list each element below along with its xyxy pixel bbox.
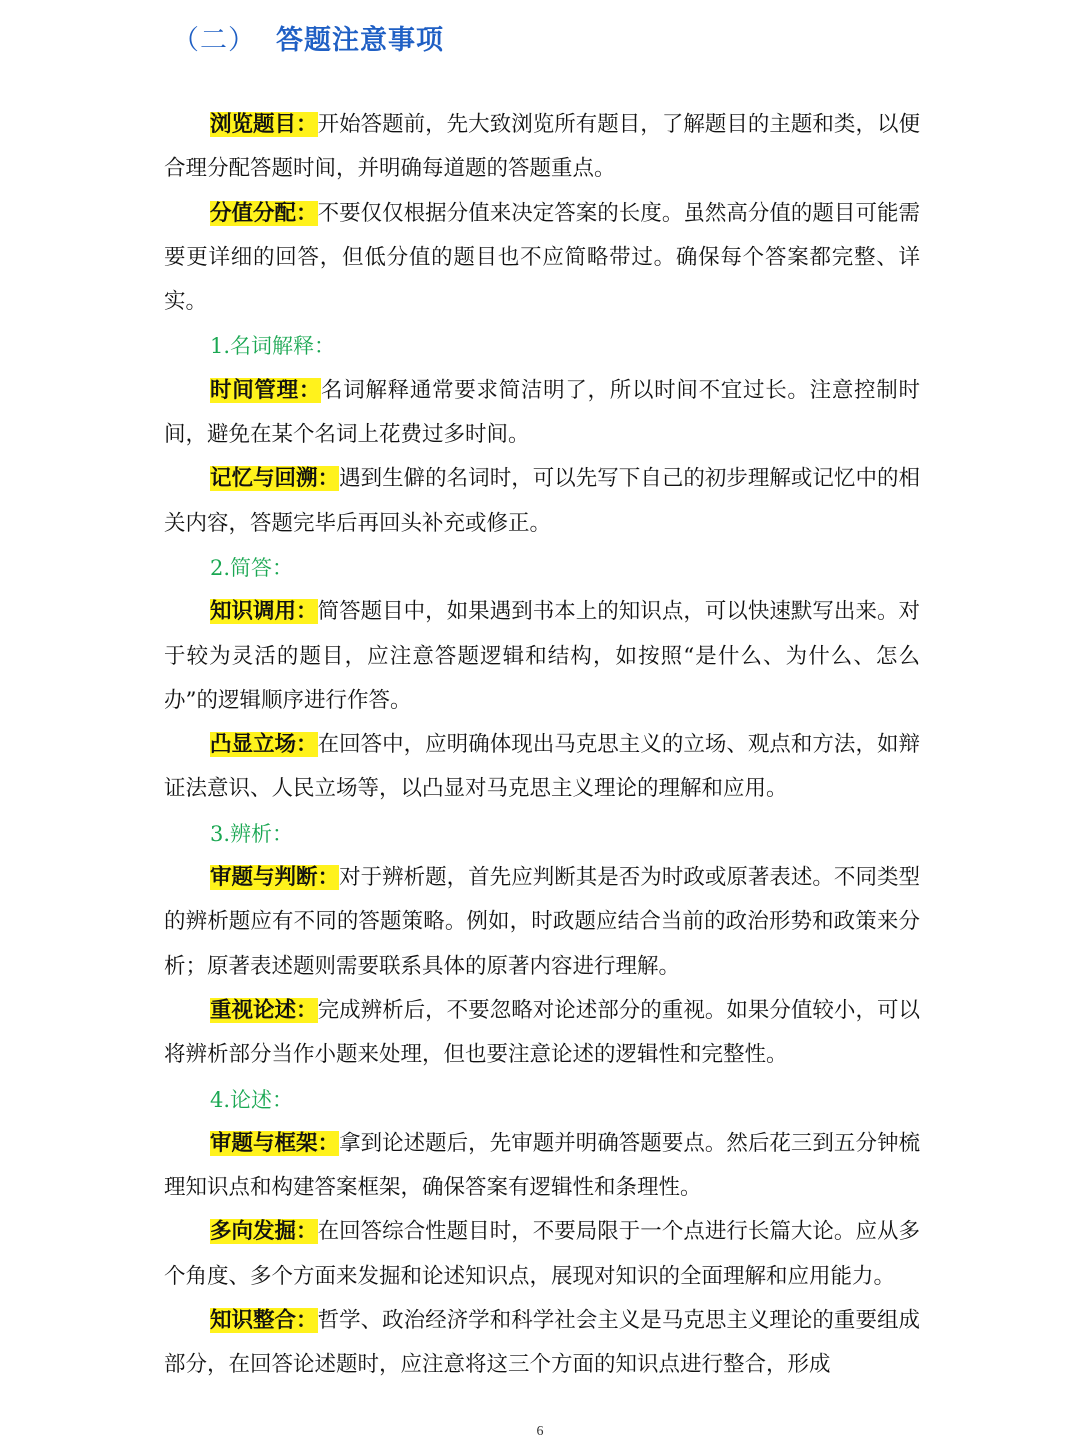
section-title: 答题注意事项 xyxy=(276,25,444,56)
highlighted-keyword: 记忆与回溯： xyxy=(210,466,340,492)
paragraph-text: 不要仅仅根据分值来决定答案的长度。虽然高分值的题目可能需要更详细的回答，但低分值的题目也不应简略带过。确保每个答案都完整、详实。 xyxy=(164,200,920,315)
highlighted-keyword: 审题与框架： xyxy=(210,1130,340,1156)
paragraph xyxy=(164,1299,920,1388)
paragraph-text: 哲学、政治经济学和科学社会主义是马克思主义理论的重要组成部分，在回答论述题时，应注意将这三个方面的知识点进行整合，形成 xyxy=(164,1308,920,1378)
highlighted-keyword: 知识调用： xyxy=(210,599,318,625)
highlighted-keyword: 凸显立场： xyxy=(210,732,318,758)
section-heading: 3.辨析： xyxy=(210,821,294,846)
paragraph-text: 在回答综合性题目时，不要局限于一个点进行长篇大论。应从多个角度、多个方面来发掘和论述知识点，展现对知识的全面理解和应用能力。 xyxy=(164,1219,920,1289)
section-heading: 2.简答： xyxy=(210,555,294,580)
paragraph-text: 名词解释通常要求简洁明了，所以时间不宜过长。注意控制时间，避免在某个名词上花费过多时间。 xyxy=(164,377,920,448)
highlighted-keyword: 分值分配： xyxy=(210,200,318,226)
paragraph xyxy=(164,723,920,812)
highlighted-keyword: 浏览题目： xyxy=(210,112,318,137)
paragraph xyxy=(164,192,920,325)
paragraph-text: 在回答中，应明确体现出马克思主义的立场、观点和方法，如辩证法意识、人民立场等，以凸显对马克思主义理论的理解和应用。 xyxy=(164,732,920,802)
paragraph-text: 遇到生僻的名词时，可以先写下自己的初步理解或记忆中的相关内容，答题完毕后再回头补充或修正。 xyxy=(164,466,920,536)
paragraph xyxy=(164,103,920,192)
page-number: 6 xyxy=(536,1424,544,1439)
document-body xyxy=(164,103,920,1388)
highlighted-keyword: 知识整合： xyxy=(210,1308,318,1334)
page-title xyxy=(172,18,444,57)
paragraph-text: 完成辨析后，不要忽略对论述部分的重视。如果分值较小，可以将辨析部分当作小题来处理，但也要注意论述的逻辑性和完整性。 xyxy=(164,997,920,1068)
paragraph-text: 对于辨析题，首先应判断其是否为时政或原著表述。不同类型的辨析题应有不同的答题策略。例如，时政题应结合当前的政治形势和政策来分析；原著表述题则需要联系具体的原著内容进行理解。 xyxy=(164,865,920,979)
paragraph xyxy=(164,457,920,546)
paragraph-text: 拿到论述题后，先审题并明确答题要点。然后花三到五分钟梳理知识点和构建答案框架，确保答案有逻辑性和条理性。 xyxy=(164,1130,920,1201)
section-heading: 1.名词解释： xyxy=(210,334,336,359)
section-heading: 4.论述： xyxy=(210,1087,294,1112)
highlighted-keyword: 多向发掘： xyxy=(210,1219,318,1245)
highlighted-keyword: 时间管理： xyxy=(210,377,322,403)
highlighted-keyword: 重视论述： xyxy=(210,997,318,1023)
paragraph xyxy=(164,1122,920,1211)
highlighted-keyword: 审题与判断： xyxy=(210,865,340,891)
paragraph xyxy=(164,989,920,1078)
paragraph-text: 简答题目中，如果遇到书本上的知识点，可以快速默写出来。对于较为灵活的题目，应注意答题逻辑和结构，如按照“是什么、为什么、怎么办”的逻辑顺序进行作答。 xyxy=(164,599,920,713)
paragraph xyxy=(164,856,920,989)
paragraph xyxy=(164,590,920,723)
paragraph xyxy=(164,369,920,458)
paragraph-text: 开始答题前，先大致浏览所有题目，了解题目的主题和类，以便合理分配答题时间，并明确每道题的答题重点。 xyxy=(164,112,920,182)
section-number: （二） xyxy=(172,25,256,56)
paragraph xyxy=(164,1210,920,1299)
